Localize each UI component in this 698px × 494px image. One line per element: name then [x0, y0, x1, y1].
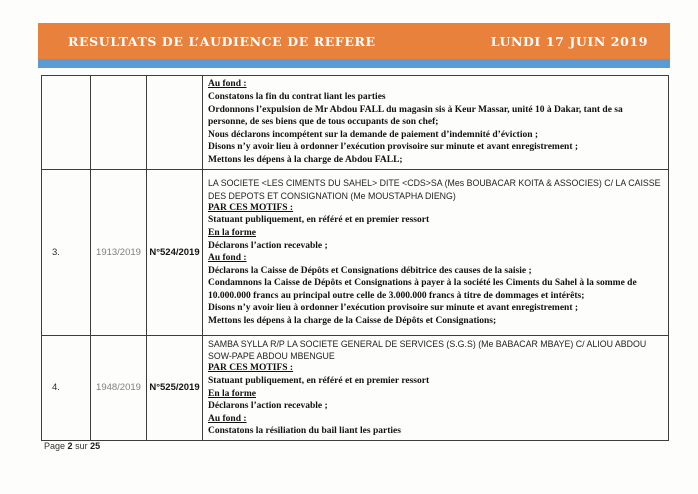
results-table: [41, 75, 669, 441]
parties-line: SAMBA SYLLA R/P LA SOCIETE GENERAL DE SERVICES (S.G.S) (Me BABACAR MBAYE) C/ ALIOU ABDOU SOW-PAPE ABDOU MBENGUE: [208, 339, 647, 362]
header-stripe: [38, 59, 670, 68]
case-number-cell: 1948/2019: [91, 336, 147, 441]
results-table-body: [42, 76, 669, 441]
decision-line: Constatons la fin du contrat liant les parties: [208, 92, 386, 103]
page-title: RESULTATS DE L’AUDIENCE DE REFERE: [68, 33, 376, 49]
decision-line: Disons n’y avoir lieu à ordonner l’exécution provisoire sur minute et avant enregistrement ;: [208, 142, 579, 153]
footer-of-label: sur: [75, 441, 88, 451]
decision-line: Au fond :: [208, 253, 247, 264]
table-row: [42, 336, 669, 441]
decision-line: Ordonnons l’expulsion de Mr Abdou FALL du magasin sis à Keur Massar, unité 10 à Dakar, tant de sa personne, de ses biens que de tous occupants de son chef;: [208, 104, 623, 128]
decision-line: Au fond :: [208, 79, 247, 90]
decision-line: Au fond :: [208, 413, 247, 424]
decision-line: Mettons les dépens à la charge de la Caisse de Dépôts et Consignations;: [208, 316, 497, 327]
table-row: [42, 170, 669, 336]
decision-line: Disons n’y avoir lieu à ordonner l’exécution provisoire sur minute et avant enregistrement ;: [208, 303, 579, 314]
decision-line: Statuant publiquement, en référé et en premier ressort: [208, 215, 430, 226]
decision-line: Déclarons l’action recevable ;: [208, 401, 328, 412]
case-number-cell: [91, 76, 147, 170]
table-row: [42, 76, 669, 170]
row-index-cell: 3.: [42, 170, 91, 336]
decision-line: Mettons les dépens à la charge de Abdou FALL;: [208, 154, 403, 165]
decision-line: Nous déclarons incompétent sur la demande de paiement d’indemnité d’éviction ;: [208, 129, 539, 140]
decision-line: Statuant publiquement, en référé et en premier ressort: [208, 376, 430, 386]
row-index-cell: [42, 76, 91, 170]
decision-line: Déclarons la Caisse de Dépôts et Consignations débitrice des causes de la saisie ;: [208, 265, 532, 276]
footer-page-label: Page: [44, 441, 66, 451]
ruling-number-cell: [147, 76, 203, 170]
decision-line: Déclarons l’action recevable ;: [208, 240, 328, 251]
footer-page-number: 2: [67, 441, 73, 451]
decision-line: En la forme: [208, 227, 257, 238]
header-banner: [38, 23, 670, 59]
ruling-number-cell: N°525/2019: [147, 336, 203, 441]
footer-total-pages: 25: [90, 441, 101, 451]
parties-line: LA SOCIETE <LES CIMENTS DU SAHEL> DITE <CDS>SA (Mes BOUBACAR KOITA & ASSOCIES) C/ LA CAISSE DES DEPOTS ET CONSIGNATION (Me MOUSTAPHA DIENG): [208, 178, 661, 201]
decision-line: Condamnons la Caisse de Dépôts et Consignations à payer à la société les Ciments du Sahel à la somme de 10.000.000 francs au principal outre celle de 3.000.000 francs à titre de dommages et intérêts;: [208, 278, 637, 301]
audience-date: LUNDI 17 JUIN 2019: [490, 33, 648, 49]
decision-cell: [203, 76, 669, 170]
decision-line: PAR CES MOTIFS :: [208, 363, 294, 374]
row-index-cell: 4.: [42, 336, 91, 441]
decision-line: En la forme: [208, 388, 257, 399]
case-number-cell: 1913/2019: [91, 170, 147, 336]
decision-line: Constatons la résiliation du bail liant les parties: [208, 426, 401, 437]
decision-cell: [203, 170, 669, 336]
decision-line: PAR CES MOTIFS :: [208, 202, 294, 213]
decision-cell: [203, 336, 669, 441]
page-footer: [44, 441, 100, 451]
ruling-number-cell: N°524/2019: [147, 170, 203, 336]
